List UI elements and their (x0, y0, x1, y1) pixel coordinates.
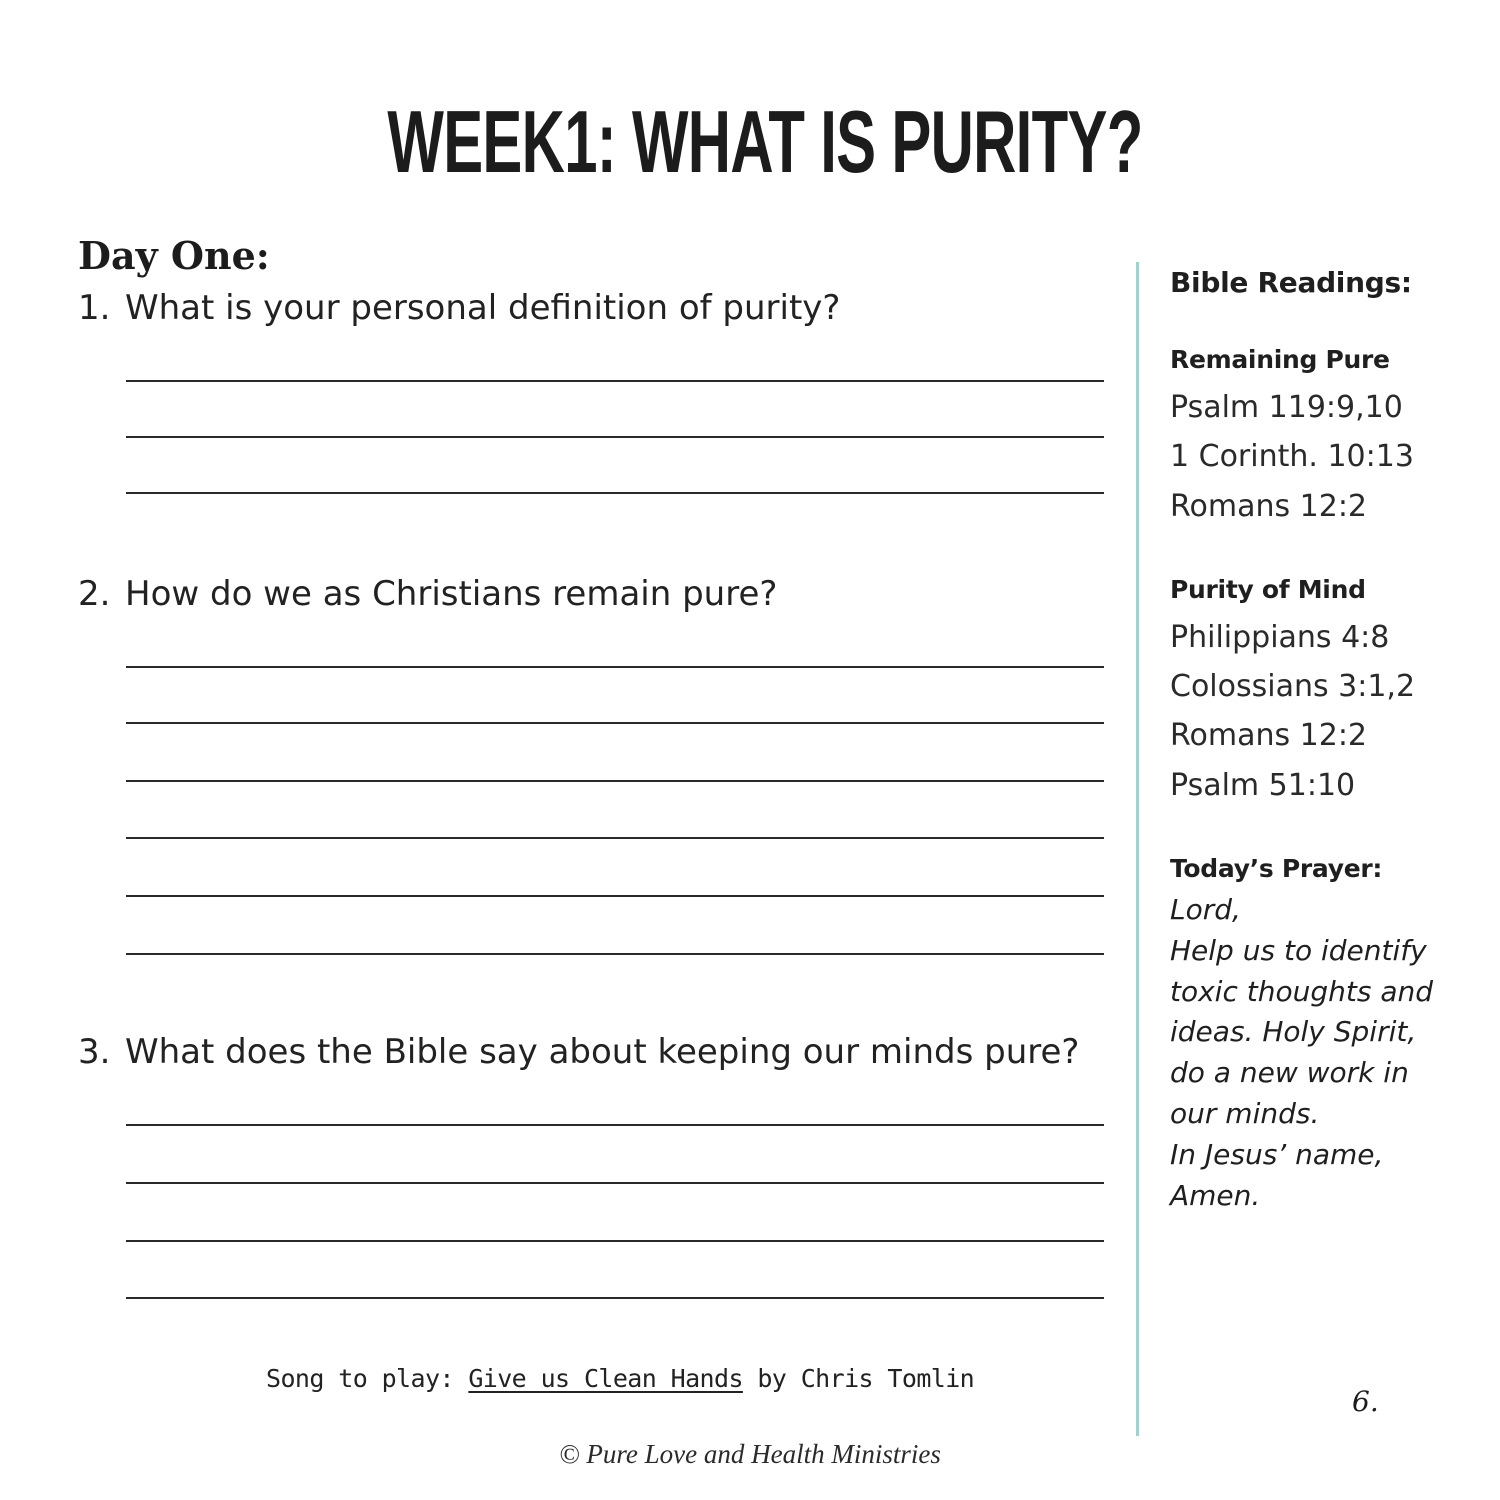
scripture-reference: Psalm 51:10 (1170, 768, 1356, 803)
page-number: 6. (1352, 1385, 1379, 1418)
answer-line[interactable] (126, 895, 1104, 897)
bible-readings-heading: Bible Readings: (1170, 266, 1412, 299)
scripture-reference: Psalm 119:9,10 (1170, 390, 1403, 425)
scripture-reference: Romans 12:2 (1170, 718, 1368, 753)
prayer-line: do a new work in (1170, 1056, 1409, 1090)
sidebar-divider (1136, 262, 1139, 1436)
prayer-line: our minds. (1170, 1096, 1320, 1130)
question-text: How do we as Christians remain pure? (125, 574, 778, 614)
answer-line[interactable] (126, 492, 1104, 494)
prayer-line: ideas. Holy Spirit, (1170, 1015, 1417, 1049)
scripture-reference: Romans 12:2 (1170, 489, 1368, 524)
copyright-notice: © Pure Love and Health Ministries (559, 1439, 941, 1469)
answer-line[interactable] (126, 722, 1104, 724)
answer-line[interactable] (126, 1182, 1104, 1184)
scripture-reference: Philippians 4:8 (1170, 620, 1390, 655)
question-number: 1. (78, 288, 111, 328)
question-number: 3. (78, 1032, 111, 1072)
question-text: What does the Bible say about keeping our minds pure? (125, 1032, 1080, 1072)
scripture-reference: Colossians 3:1,2 (1170, 669, 1416, 704)
prayer-title: Today’s Prayer: (1170, 854, 1383, 883)
song-title-link[interactable]: Give us Clean Hands (468, 1364, 743, 1393)
question-2 (78, 572, 777, 616)
song-to-play (266, 1360, 974, 1398)
answer-line[interactable] (126, 1240, 1104, 1242)
answer-line[interactable] (126, 837, 1104, 839)
prayer-text (1170, 890, 1433, 1216)
scripture-reference: 1 Corinth. 10:13 (1170, 439, 1414, 474)
answer-line[interactable] (126, 1297, 1104, 1299)
question-3 (78, 1030, 1079, 1074)
section-title-purity-of-mind: Purity of Mind (1170, 575, 1366, 604)
answer-line[interactable] (126, 780, 1104, 782)
prayer-line: toxic thoughts and (1170, 974, 1434, 1008)
song-artist: by Chris Tomlin (742, 1364, 975, 1393)
day-title: Day One: (78, 233, 270, 278)
answer-line[interactable] (126, 380, 1104, 382)
answer-line[interactable] (126, 436, 1104, 438)
question-number: 2. (78, 574, 111, 614)
question-text: What is your personal definition of purity? (125, 288, 841, 328)
question-1 (78, 286, 840, 330)
section-title-remaining-pure: Remaining Pure (1170, 345, 1390, 374)
page-title: WEEK1: WHAT IS PURITY? (387, 92, 1143, 191)
prayer-line: Lord, (1170, 893, 1241, 926)
prayer-line: In Jesus’ name, (1170, 1137, 1384, 1171)
answer-line[interactable] (126, 1124, 1104, 1126)
answer-line[interactable] (126, 666, 1104, 668)
prayer-line: Help us to identify (1170, 933, 1427, 967)
prayer-line: Amen. (1170, 1178, 1261, 1212)
answer-line[interactable] (126, 953, 1104, 955)
song-prefix: Song to play: (266, 1364, 469, 1393)
